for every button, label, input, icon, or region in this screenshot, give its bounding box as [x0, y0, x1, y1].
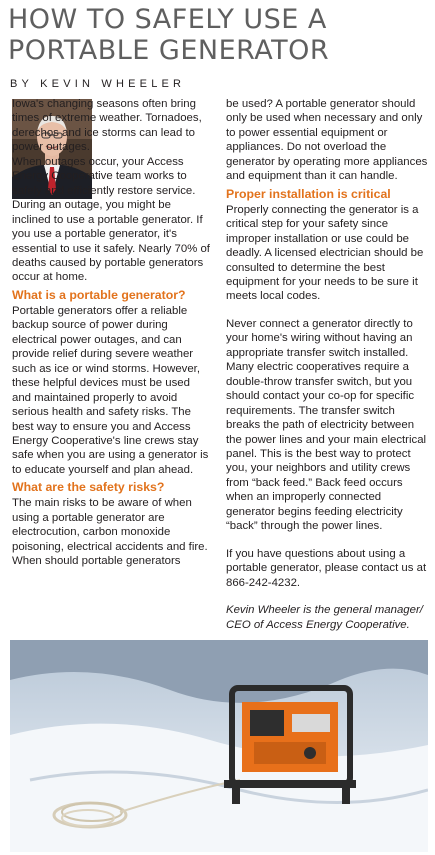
- section-body-portable-generator: Portable generators offer a reliable backup source of power during electrical power outages, and can provide relief during severe weather such as ice or wind storms. However, these helpful devices must be used and maintained properly to avoid serious health and safety risks. The best way to ensure you and Access Energy Cooperative's line crews stay safe when you are using a generator is to educate yourself and plan ahead.: [12, 304, 209, 476]
- contact-paragraph: If you have questions about using a portable generator, please contact us at 866-242-4232.: [226, 547, 427, 589]
- intro-text: When outages occur, your Access Energy Cooperative team works to safely and efficiently restore service. During an outage, you might be inclined to use a portable generator. If you use a portable generator, it's essential to use it safely. Nearly 70% of deaths caused by portable generators occur at home.: [12, 155, 210, 284]
- generator-graphic: [224, 688, 356, 804]
- intro-wrapped-text: Iowa's changing seasons often bring times of extreme weather. Tornadoes, derechos and ice storms can lead to power outages.: [12, 98, 202, 154]
- column-left: [12, 97, 212, 569]
- article-title: HOW TO SAFELY USE A PORTABLE GENERATOR: [8, 4, 330, 66]
- section-heading-safety-risks: What are the safety risks?: [12, 480, 165, 495]
- section-body-safety-risks-part1: The main risks to be aware of when using a portable generator are electrocution, carbon monoxide poisoning, electrical accidents and fire. When should portable generators: [12, 497, 208, 568]
- section-heading-portable-generator: What is a portable generator?: [12, 287, 186, 302]
- section-heading-installation: Proper installation is critical: [226, 186, 391, 201]
- section-body-installation: Properly connecting the generator is a critical step for your safety since improper installation or use could be deadly. A licensed electrician should be consulted to determine the best equipment for your needs to be sure it meets local codes.: [226, 203, 424, 303]
- byline: BY KEVIN WHEELER: [10, 78, 186, 90]
- backfeed-paragraph: Never connect a generator directly to your home's wiring without having an appropriate transfer switch installed. Many electric cooperatives require a double-throw transfer switch, but you should contact your co-op for specific requirements. The transfer switch breaks the path of electricity between the power lines and your main electrical panel. This is the best way to protect you, your neighbors and utility crews from “back feed.” Back feed occurs when an improperly connected generator begins feeding electricity “back” through the power lines.: [226, 317, 427, 533]
- section-body-safety-risks-part2: be used? A portable generator should only be used when necessary and only to power essential equipment or appliances. Do not overload the generator by operating more appliances and equipment than it can handle.: [226, 98, 428, 183]
- generator-in-snow-photo: [10, 640, 428, 852]
- author-note: Kevin Wheeler is the general manager/ CEO of Access Energy Cooperative.: [226, 604, 423, 631]
- column-right: [226, 97, 428, 632]
